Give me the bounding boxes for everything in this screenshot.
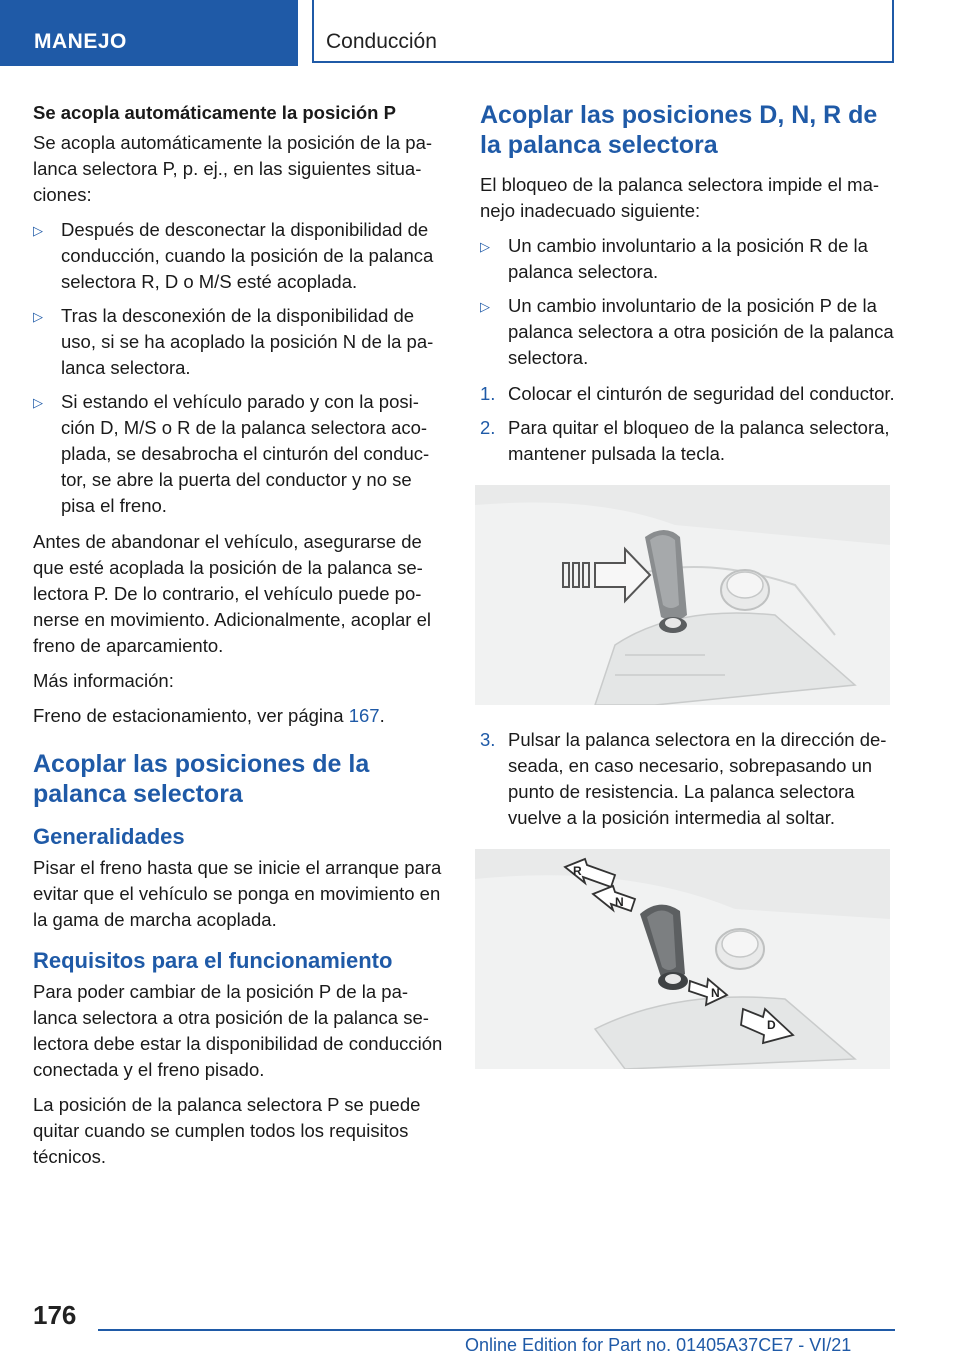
requirements-text-1: Para poder cambiar de la posición P de la palanca selectora a otra posición de la palanca selectora debe estar la disponibilidad de conducción conectada y el freno pisado. — [33, 981, 443, 1080]
page-link[interactable]: 167 — [348, 705, 380, 726]
list-item: ▷ Si estando el vehículo parado y con la posición D, M/S o R de la palanca selectora acoplada, se desabrocha el cinturón del conductor, se abre la puerta del conductor y no se pisa el freno. — [33, 391, 430, 516]
position-n-label-upper: N — [615, 895, 624, 909]
subheading-general: Generalidades — [33, 824, 185, 849]
section-tab — [0, 0, 298, 66]
selector-lever-illustration-1 — [475, 485, 890, 705]
section-heading: Acoplar las posiciones de la palanca selectora — [33, 750, 370, 808]
auto-p-list — [33, 217, 445, 519]
requirements-text-2: La posición de la palanca selectora P se puede quitar cuando se cumplen todos los requisitos técnicos. — [33, 1094, 421, 1167]
list-item: ▷ Un cambio involuntario de la posición P de la palanca selectora a otra posición de la palanca selectora. — [480, 295, 894, 368]
chapter-tab — [312, 0, 894, 63]
list-item: ▷ Un cambio involuntario a la posición R de la palanca selectora. — [480, 235, 868, 282]
subheading-requirements: Requisitos para el funcionamiento — [33, 948, 393, 973]
step-item: 2. Para quitar el bloqueo de la palanca selectora, mantener pulsada la tecla. — [480, 417, 890, 464]
step-item: 1. Colocar el cinturón de seguridad del conductor. — [480, 383, 895, 404]
steps-list-continued — [480, 727, 895, 831]
steps-list — [480, 381, 895, 467]
section-heading-dnr: Acoplar las posiciones D, N, R de la palanca selectora — [480, 101, 878, 159]
triangle-bullet-icon: ▷ — [480, 299, 490, 314]
more-info-label: Más información: — [33, 670, 174, 691]
position-n-label-lower: N — [711, 986, 720, 1000]
page-number: 176 — [33, 1300, 77, 1330]
selector-lever-unlock-figure — [475, 485, 890, 705]
right-column — [480, 100, 895, 1091]
warning-text: Antes de abandonar el vehículo, asegurarse de que esté acoplada la posición de la palanca selectora P. De lo contrario, el vehículo puede ponerse en movimiento. Adicionalmente, acoplar el freno de aparcamiento. — [33, 531, 431, 656]
step-item: 3. Pulsar la palanca selectora en la dirección deseada, en caso necesario, sobrepasando un punto de resistencia. La palanca selectora vuelve a la posición intermedia al soltar. — [480, 729, 887, 828]
triangle-bullet-icon: ▷ — [480, 239, 490, 254]
more-info-line: Freno de estacionamiento, ver página 167. — [33, 705, 385, 726]
chapter-label: Conducción — [326, 30, 437, 53]
auto-p-subtitle: Se acopla automáticamente la posición P — [33, 102, 396, 123]
list-item: ▷ Después de desconectar la disponibilidad de conducción, cuando la posición de la palanca selectora R, D o M/S esté acoplada. — [33, 219, 434, 292]
section-label: MANEJO — [34, 30, 127, 53]
triangle-bullet-icon: ▷ — [33, 223, 43, 238]
selector-lever-positions-figure — [475, 849, 890, 1069]
edition-label: Online Edition for Part no. 01405A37CE7 - VI/21 — [465, 1335, 852, 1355]
left-column — [33, 100, 445, 1179]
triangle-bullet-icon: ▷ — [33, 395, 43, 410]
general-text: Pisar el freno hasta que se inicie el arranque para evitar que el vehículo se ponga en movimiento en la gama de marcha acoplada. — [33, 857, 442, 930]
auto-p-intro: Se acopla automáticamente la posición de la palanca selectora P, p. ej., en las siguientes situaciones: — [33, 132, 433, 205]
lock-intro: El bloqueo de la palanca selectora impide el manejo inadecuado siguiente: — [480, 174, 880, 221]
list-item: ▷ Tras la desconexión de la disponibilidad de uso, si se ha acoplado la posición N de la palanca selectora. — [33, 305, 434, 378]
triangle-bullet-icon: ▷ — [33, 309, 43, 324]
footer-divider — [98, 1329, 895, 1331]
position-d-label: D — [767, 1018, 776, 1032]
selector-lever-illustration-2 — [475, 849, 890, 1069]
position-r-label: R — [573, 864, 582, 878]
lock-list — [480, 233, 895, 371]
